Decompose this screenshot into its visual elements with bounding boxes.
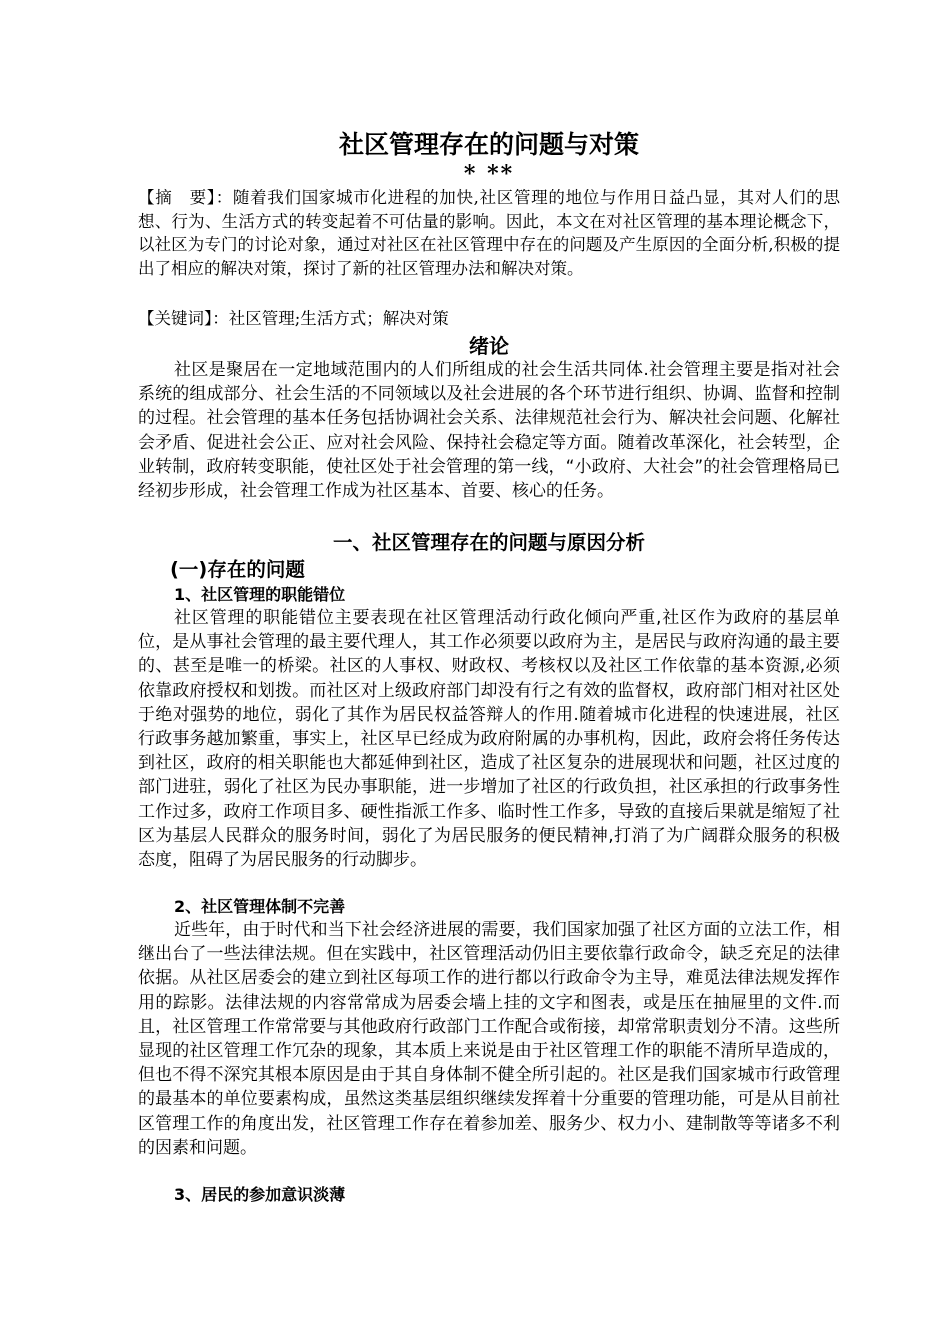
section-heading: 一、社区管理存在的问题与原因分析	[332, 531, 645, 554]
subsection-heading: (一)存在的问题	[170, 558, 305, 581]
abstract	[138, 186, 840, 280]
item-text-1: 社区管理的职能错位主要表现在社区管理活动行政化倾向严重,社区作为政府的基层单位，是从事社会管理的最主要代理人，其工作必须要以政府为主，是居民与政府沟通的最主要的、甚至是唯一的桥梁。社区的人事权、财政权、考核权以及社区工作依靠的基本资源,必须依靠政府授权和划拨。而社区对上级政府部门却没有行之有效的监督权，政府部门相对社区处于绝对强势的地位，弱化了其作为居民权益答辩人的作用.随着城市化进程的快速进展，社区行政事务越加繁重，事实上，社区早已经成为政府附属的办事机构，因此，政府会将任务传达到社区，政府的相关职能也大都延伸到社区，造成了社区复杂的进展现状和问题，社区过度的部门进驻，弱化了社区为民办事职能，进一步增加了社区的行政负担，社区承担的行政事务性工作过多，政府工作项目多、硬性指派工作多、临时性工作多，导致的直接后果就是缩短了社区为基层人民群众的服务时间，弱化了为居民服务的便民精神,打消了为广阔群众服务的积极态度，阻碍了为居民服务的行动脚步。	[138, 608, 840, 871]
abstract-text: 随着我们国家城市化进程的加快,社区管理的地位与作用日益凸显，其对人们的思想、行为、生活方式的转变起着不可估量的影响。因此，本文在对社区管理的基本理论概念下，以社区为专门的讨论对象，通过对社区在社区管理中存在的问题及产生原因的全面分析,积极的提出了相应的解决对策，探讨了新的社区管理办法和解决对策。	[138, 188, 840, 278]
page-title: 社区管理存在的问题与对策	[338, 130, 639, 159]
item-paragraph-2	[138, 918, 840, 1160]
item-heading-1: 1、社区管理的职能错位	[174, 585, 346, 604]
item-heading-3: 3、居民的参加意识淡薄	[174, 1185, 346, 1204]
item-paragraph-1	[138, 606, 840, 872]
item-text-2: 近些年，由于时代和当下社会经济进展的需要，我们国家加强了社区方面的立法工作，相继出台了一些法律法规。但在实践中，社区管理活动仍旧主要依靠行政命令，缺乏充足的法律依据。从社区居委会的建立到社区每项工作的进行都以行政命令为主导，难觅法律法规发挥作用的踪影。法律法规的内容常常成为居委会墙上挂的文字和图表，或是压在抽屉里的文件.而且，社区管理工作常常要与其他政府行政部门工作配合或衔接，却常常职责划分不清。这些所显现的社区管理工作冗杂的现象，其本质上来说是由于社区管理工作的职能不清所早造成的，但也不得不深究其根本原因是由于其自身体制不健全所引起的。社区是我们国家城市行政管理的最基本的单位要素构成，虽然这类基层组织继续发挥着十分重要的管理功能，可是从目前社区管理工作的角度出发，社区管理工作存在着参加差、服务少、权力小、建制散等等诸多不利的因素和问题。	[138, 920, 840, 1158]
keywords	[138, 307, 840, 331]
keywords-text: 社区管理;生活方式；解决对策	[228, 309, 449, 328]
abstract-label: 【摘 要】：	[138, 188, 233, 207]
item-heading-2: 2、社区管理体制不完善	[174, 897, 346, 916]
keywords-label: 【关键词】：	[138, 309, 229, 328]
intro-heading: 绪论	[469, 334, 509, 358]
intro-paragraph	[138, 358, 840, 503]
author-line: * **	[463, 161, 515, 187]
intro-text: 社区是聚居在一定地域范围内的人们所组成的社会生活共同体.社会管理主要是指对社会系统的组成部分、社会生活的不同领域以及社会进展的各个环节进行组织、协调、监督和控制的过程。社会管理的基本任务包括协调社会关系、法律规范社会行为、解决社会问题、化解社会矛盾、促进社会公正、应对社会风险、保持社会稳定等方面。随着改革深化，社会转型，企业转制，政府转变职能，使社区处于社会管理的第一线，“小政府、大社会”的社会管理格局已经初步形成，社会管理工作成为社区基本、首要、核心的任务。	[138, 360, 840, 502]
